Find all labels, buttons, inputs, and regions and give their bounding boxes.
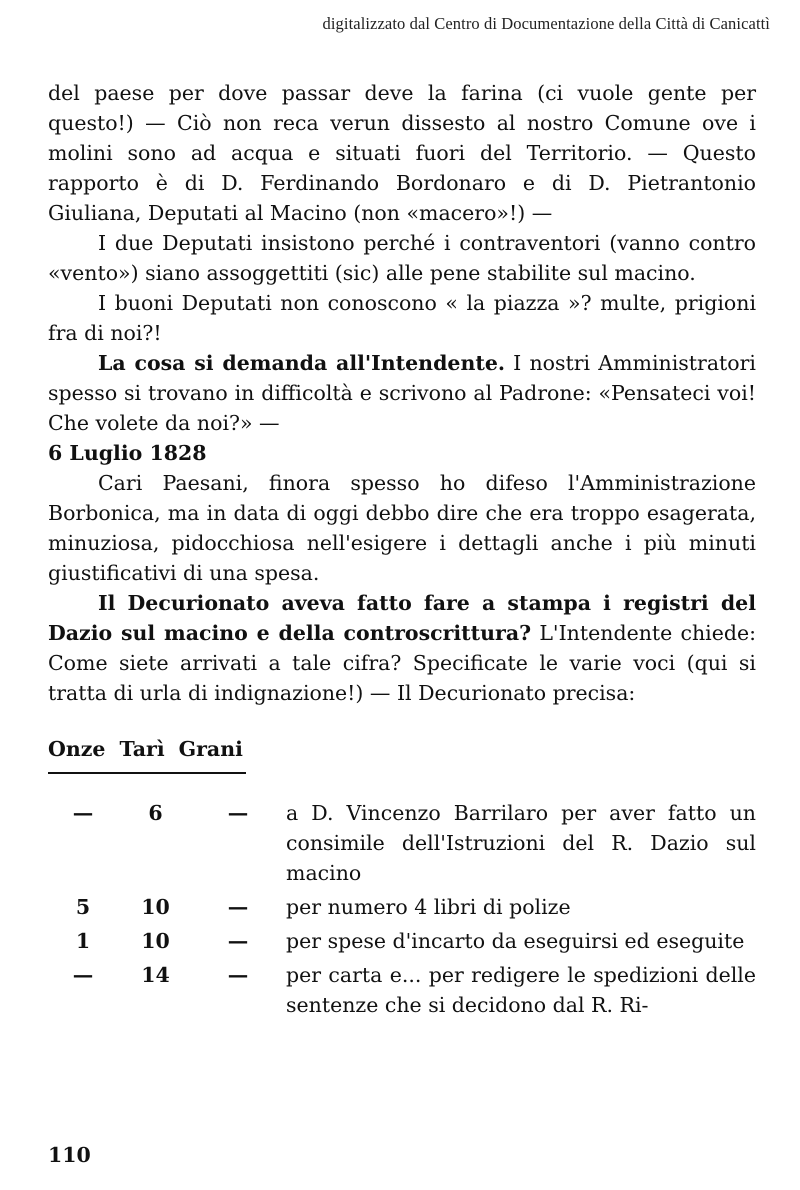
cell-onze: 1 (75, 929, 91, 953)
cell-grani: — (227, 929, 249, 953)
column-header-onze: Onze (48, 737, 106, 761)
paragraph (48, 348, 756, 438)
cell-tari: 6 (148, 801, 163, 825)
paragraph-text: L'Intendente chiede: Come siete arrivati a tale cifra? Specificate le varie voci (qui si tratta di urla di indignazione!) — Il Decurionato precisa: (48, 621, 756, 705)
paragraph: Cari Paesani, finora spesso ho difeso l'Amministrazione Borbonica, ma in data di oggi debbo dire che era troppo esagerata, minuziosa, pidocchiosa nell'esigere i dettagli anche i più minuti giustificativi di una spesa. (48, 471, 756, 585)
section-date: 6 Luglio 1828 (48, 441, 207, 465)
cell-description: per spese d'incarto da eseguirsi ed eseguite (286, 929, 745, 953)
cell-onze: — (72, 801, 94, 825)
expense-table (48, 798, 756, 1020)
cell-description: per carta e... per redigere le spedizioni delle sentenze che si decidono dal R. Ri- (286, 963, 756, 1017)
cell-tari: 14 (141, 963, 170, 987)
cell-tari: 10 (141, 895, 170, 919)
digitization-credit: digitalizzato dal Centro di Documentazione della Città di Canicattì (322, 14, 770, 33)
paragraph-text: I nostri Amministratori spesso si trovano in difficoltà e scrivono al Padrone: «Pensateci voi! Che volete da noi?» — (48, 351, 756, 435)
table-row (48, 956, 756, 1020)
table-row (48, 922, 756, 956)
paragraph: I buoni Deputati non conoscono « la piazza »? multe, prigioni fra di noi?! (48, 291, 756, 345)
cell-description: per numero 4 libri di polize (286, 895, 571, 919)
column-header-tari: Tarì (119, 737, 165, 761)
cell-grani: — (227, 963, 249, 987)
table-row (48, 888, 756, 922)
table-row (48, 798, 756, 888)
paragraph (48, 588, 756, 708)
page-number: 110 (48, 1143, 91, 1167)
cell-onze: — (72, 963, 94, 987)
cell-description: a D. Vincenzo Barrilaro per aver fatto un consimile dell'Istruzioni del R. Dazio sul macino (286, 801, 756, 885)
cell-onze: 5 (75, 895, 91, 919)
header-rule (48, 772, 246, 774)
cell-grani: — (227, 895, 249, 919)
paragraph: I due Deputati insistono perché i contraventori (vanno contro «vento») siano assoggettiti (sic) alle pene stabilite sul macino. (48, 231, 756, 285)
page-body (48, 78, 756, 1020)
table-header (48, 734, 756, 764)
paragraph: del paese per dove passar deve la farina (ci vuole gente per questo!) — Ciò non reca verun dissesto al nostro Comune ove i molini sono ad acqua e situati fuori del Territorio. — Questo rapporto è di D. Ferdinando Bordonaro e di D. Pietrantonio Giuliana, Deputati al Macino (non «macero»!) — (48, 81, 756, 225)
cell-tari: 10 (141, 929, 170, 953)
bold-phrase: Il Decurionato aveva fatto fare a stampa i registri del Dazio sul macino e della controscrittura? (48, 591, 756, 645)
column-header-grani: Grani (178, 737, 243, 761)
cell-grani: — (227, 801, 249, 825)
bold-phrase: La cosa si demanda all'Intendente. (98, 351, 506, 375)
